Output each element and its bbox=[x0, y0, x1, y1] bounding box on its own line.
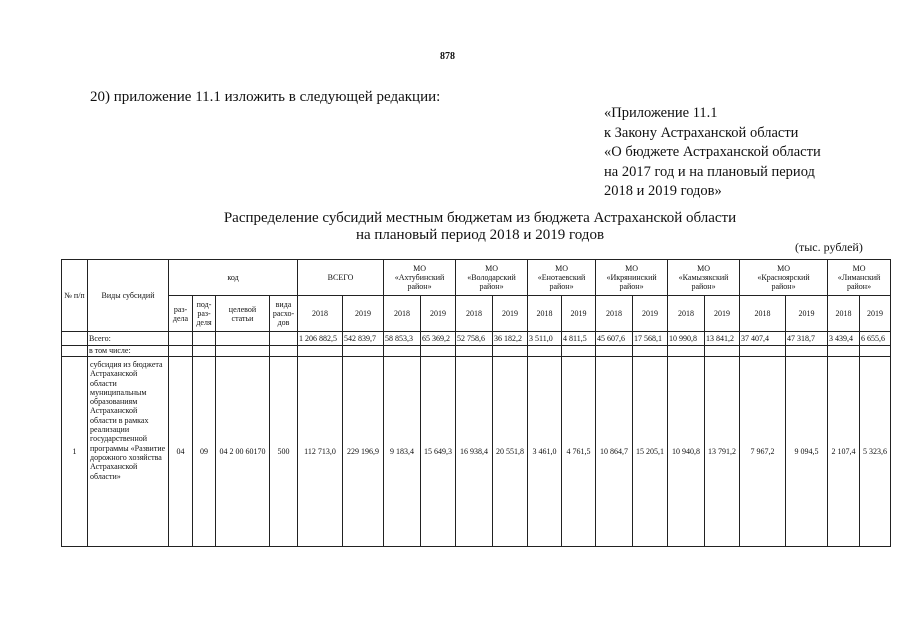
total-value: 3 511,0 bbox=[528, 332, 562, 346]
sub-empty bbox=[270, 346, 298, 357]
header-code-col: раз- дела bbox=[169, 296, 193, 332]
header-year: 2018 bbox=[384, 296, 421, 332]
total-value: 4 811,5 bbox=[562, 332, 596, 346]
table-title bbox=[180, 210, 780, 244]
header-region: МО «Икрянинский район» bbox=[596, 260, 668, 296]
sub-empty bbox=[828, 346, 860, 357]
item-value: 10 864,7 bbox=[596, 357, 633, 547]
header-code-col: целевой статьи bbox=[216, 296, 270, 332]
item-value: 20 551,8 bbox=[493, 357, 528, 547]
header-region: МО «Лиманский район» bbox=[828, 260, 891, 296]
item-value: 13 791,2 bbox=[705, 357, 740, 547]
item-description: субсидия из бюджета Астраханской области муниципальным образованиям Астраханской области в рамках реализации государственной программы «Развитие дорожного хозяйства Астраханской области» bbox=[88, 357, 169, 547]
header-region: МО «Володарский район» bbox=[456, 260, 528, 296]
header-code: код bbox=[169, 260, 298, 296]
total-value: 3 439,4 bbox=[828, 332, 860, 346]
item-code: 04 2 00 60170 bbox=[216, 357, 270, 547]
sub-empty bbox=[668, 346, 705, 357]
header-year: 2018 bbox=[596, 296, 633, 332]
title-line: на плановый период 2018 и 2019 годов bbox=[355, 227, 605, 243]
sub-empty bbox=[596, 346, 633, 357]
total-value: 6 655,6 bbox=[860, 332, 891, 346]
total-value: 47 318,7 bbox=[786, 332, 828, 346]
header-year: 2018 bbox=[668, 296, 705, 332]
header-year: 2019 bbox=[633, 296, 668, 332]
appendix-line: к Закону Астраханской области bbox=[604, 124, 799, 141]
header-year: 2019 bbox=[421, 296, 456, 332]
total-value: 1 206 882,5 bbox=[298, 332, 343, 346]
sub-empty bbox=[169, 346, 193, 357]
header-year: 2019 bbox=[343, 296, 384, 332]
header-region: МО «Красноярский район» bbox=[740, 260, 828, 296]
header-region: МО «Камызякский район» bbox=[668, 260, 740, 296]
total-num bbox=[62, 332, 88, 346]
appendix-reference bbox=[604, 104, 821, 202]
item-value: 229 196,9 bbox=[343, 357, 384, 547]
sub-empty bbox=[633, 346, 668, 357]
total-label: Всего: bbox=[88, 332, 169, 346]
sub-empty bbox=[493, 346, 528, 357]
total-value: 52 758,6 bbox=[456, 332, 493, 346]
header-region: МО «Ахтубинский район» bbox=[384, 260, 456, 296]
header-total: ВСЕГО bbox=[298, 260, 384, 296]
header-year: 2018 bbox=[740, 296, 786, 332]
intro-text: 20) приложение 11.1 изложить в следующей редакции: bbox=[90, 89, 441, 105]
sub-empty bbox=[456, 346, 493, 357]
header-year: 2018 bbox=[828, 296, 860, 332]
total-value: 542 839,7 bbox=[343, 332, 384, 346]
appendix-line: «О бюджете Астраханской области bbox=[604, 144, 821, 160]
header-year: 2019 bbox=[860, 296, 891, 332]
sub-empty bbox=[343, 346, 384, 357]
header-year: 2019 bbox=[705, 296, 740, 332]
sub-empty bbox=[860, 346, 891, 357]
item-num: 1 bbox=[62, 357, 88, 547]
total-value: 45 607,6 bbox=[596, 332, 633, 346]
unit-label: (тыс. рублей) bbox=[795, 240, 863, 254]
header-region: МО «Енотаевский район» bbox=[528, 260, 596, 296]
header-year: 2019 bbox=[562, 296, 596, 332]
header-year: 2019 bbox=[493, 296, 528, 332]
sub-empty bbox=[216, 346, 270, 357]
appendix-line: «Приложение 11.1 bbox=[604, 105, 718, 121]
total-value: 10 990,8 bbox=[668, 332, 705, 346]
item-value: 15 649,3 bbox=[421, 357, 456, 547]
item-code: 09 bbox=[193, 357, 216, 547]
appendix-line: на 2017 год и на плановый период bbox=[604, 163, 815, 180]
sub-empty bbox=[562, 346, 596, 357]
total-value: 17 568,1 bbox=[633, 332, 668, 346]
sub-empty bbox=[193, 346, 216, 357]
sub-empty bbox=[384, 346, 421, 357]
total-code-empty bbox=[270, 332, 298, 346]
total-value: 65 369,2 bbox=[421, 332, 456, 346]
header-year: 2018 bbox=[298, 296, 343, 332]
header-code-col: вида расхо- дов bbox=[270, 296, 298, 332]
total-code-empty bbox=[169, 332, 193, 346]
sub-num bbox=[62, 346, 88, 357]
page-number: 878 bbox=[440, 51, 455, 62]
item-value: 7 967,2 bbox=[740, 357, 786, 547]
total-code-empty bbox=[193, 332, 216, 346]
sub-empty bbox=[740, 346, 786, 357]
appendix-line: 2018 и 2019 годов» bbox=[604, 183, 722, 199]
item-value: 10 940,8 bbox=[668, 357, 705, 547]
total-code-empty bbox=[216, 332, 270, 346]
item-value: 16 938,4 bbox=[456, 357, 493, 547]
sub-label: в том числе: bbox=[88, 346, 169, 357]
item-value: 15 205,1 bbox=[633, 357, 668, 547]
header-code-col: под- раз- деля bbox=[193, 296, 216, 332]
item-value: 9 183,4 bbox=[384, 357, 421, 547]
item-value: 2 107,4 bbox=[828, 357, 860, 547]
header-kind: Виды субсидий bbox=[88, 260, 169, 332]
item-value: 3 461,0 bbox=[528, 357, 562, 547]
item-code: 04 bbox=[169, 357, 193, 547]
header-year: 2018 bbox=[456, 296, 493, 332]
header-year: 2019 bbox=[786, 296, 828, 332]
item-value: 4 761,5 bbox=[562, 357, 596, 547]
total-value: 37 407,4 bbox=[740, 332, 786, 346]
sub-empty bbox=[528, 346, 562, 357]
total-value: 36 182,2 bbox=[493, 332, 528, 346]
item-value: 9 094,5 bbox=[786, 357, 828, 547]
item-value: 5 323,6 bbox=[860, 357, 891, 547]
total-value: 58 853,3 bbox=[384, 332, 421, 346]
item-value: 112 713,0 bbox=[298, 357, 343, 547]
item-code: 500 bbox=[270, 357, 298, 547]
header-year: 2018 bbox=[528, 296, 562, 332]
subsidy-table bbox=[61, 259, 891, 547]
title-line: Распределение субсидий местным бюджетам из бюджета Астраханской области bbox=[223, 210, 737, 226]
sub-empty bbox=[298, 346, 343, 357]
header-num: № п/п bbox=[62, 260, 88, 332]
sub-empty bbox=[786, 346, 828, 357]
sub-empty bbox=[705, 346, 740, 357]
sub-empty bbox=[421, 346, 456, 357]
total-value: 13 841,2 bbox=[705, 332, 740, 346]
